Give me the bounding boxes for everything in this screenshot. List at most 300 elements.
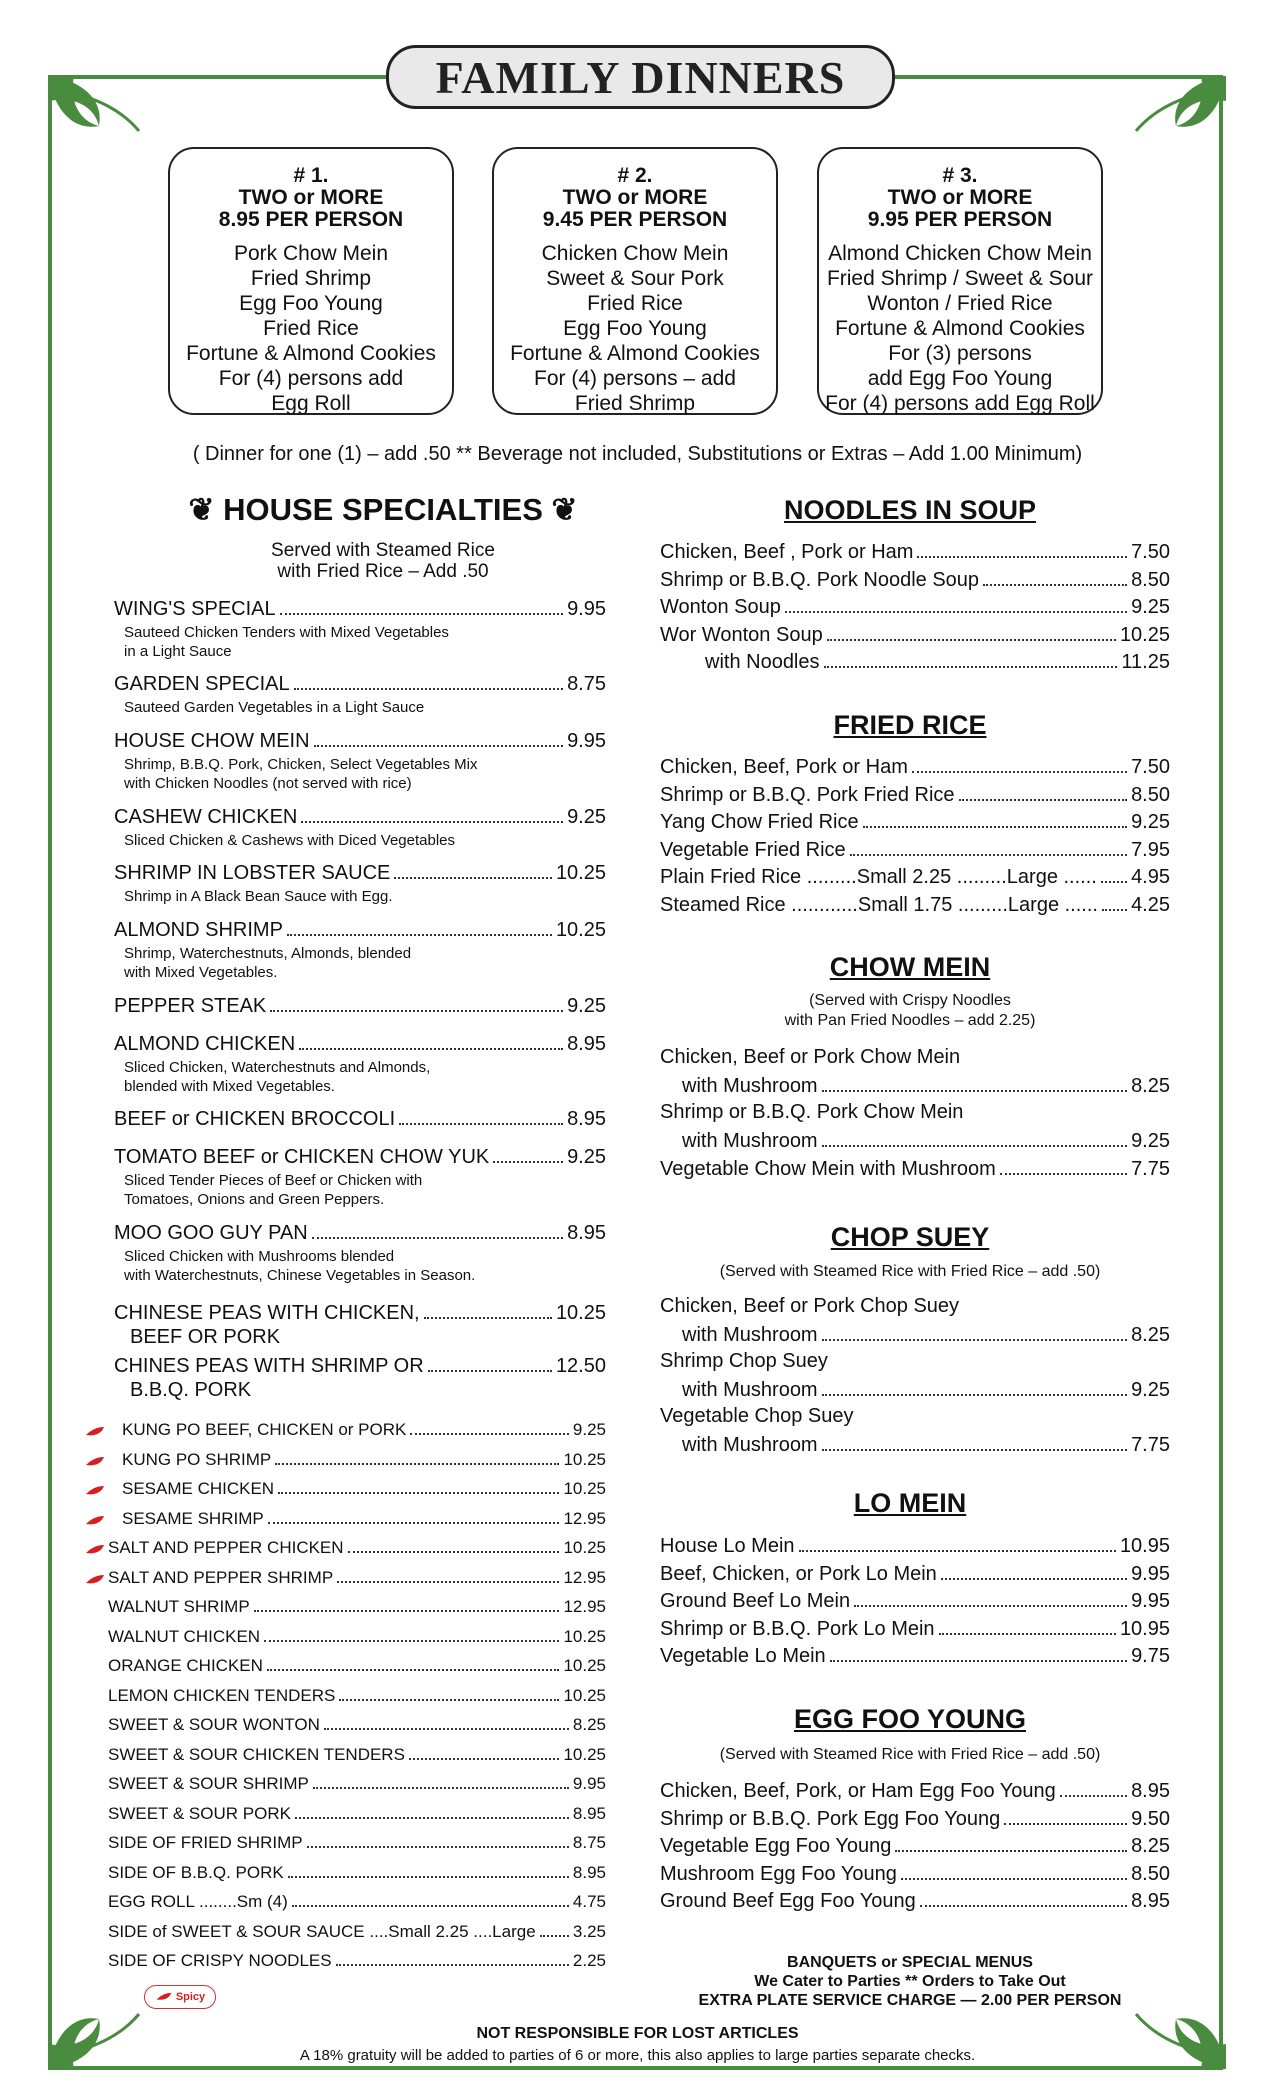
menu-item-price: 8.50	[1131, 783, 1170, 806]
menu-item-name: SWEET & SOUR CHICKEN TENDERS	[108, 1744, 405, 1764]
menu-item-price: 7.50	[1131, 756, 1170, 778]
dot-leader	[292, 1905, 569, 1907]
dot-leader	[410, 1433, 569, 1435]
menu-item-name: Shrimp Chop Suey	[660, 1350, 828, 1372]
menu-item-price: 10.25	[563, 1744, 606, 1764]
family-box-item: For (4) persons add	[218, 367, 404, 390]
chili-icon	[84, 1455, 106, 1469]
menu-item	[114, 862, 606, 885]
menu-item-price: 9.25	[1131, 596, 1170, 618]
menu-item-price: 9.25	[567, 806, 606, 828]
menu-item-description: Sliced Chicken with Mushrooms blended	[124, 1248, 395, 1265]
dot-leader	[1101, 881, 1127, 883]
menu-item	[108, 1656, 606, 1676]
dot-leader	[920, 1905, 1127, 1907]
menu-item-description: with Waterchestnuts, Chinese Vegetables in Season.	[124, 1267, 476, 1284]
menu-item	[660, 1618, 1170, 1641]
menu-item-price: 10.25	[563, 1626, 606, 1646]
dot-leader	[1000, 1173, 1127, 1175]
menu-item	[108, 1745, 606, 1765]
dot-leader	[254, 1610, 560, 1612]
spicy-legend: Spicy	[144, 1985, 216, 2009]
menu-item	[660, 624, 1170, 647]
menu-item	[108, 1951, 606, 1971]
menu-item-description: Tomatoes, Onions and Green Peppers.	[124, 1191, 385, 1208]
dot-leader	[822, 1090, 1127, 1092]
menu-item	[114, 1033, 606, 1056]
dot-leader	[336, 1964, 569, 1966]
menu-item-price: 9.95	[567, 730, 606, 752]
menu-item	[114, 1355, 606, 1378]
menu-item	[660, 811, 1170, 834]
menu-item-name: Shrimp or B.B.Q. Pork Egg Foo Young	[660, 1807, 1001, 1830]
menu-item-name: SALT AND PEPPER CHICKEN	[108, 1538, 344, 1557]
menu-item	[122, 1450, 606, 1470]
dot-leader	[1102, 909, 1127, 911]
menu-item-name: with Mushroom	[682, 1324, 818, 1346]
menu-item-price: 8.95	[1131, 1890, 1170, 1912]
family-box-heading: TWO or MORE	[887, 186, 1033, 209]
dot-leader	[264, 1640, 559, 1642]
menu-item-price: 4.75	[572, 1892, 606, 1911]
menu-item-price: 8.75	[567, 673, 606, 695]
dot-leader	[1004, 1823, 1127, 1825]
family-box-items	[494, 241, 776, 416]
menu-item	[660, 866, 1170, 889]
flourish-icon: ❦	[542, 492, 578, 527]
menu-item	[114, 730, 606, 753]
menu-item-name: HOUSE CHOW MEIN	[114, 730, 310, 752]
section-title: FRIED RICE	[833, 710, 987, 740]
menu-item-description: Sliced Chicken & Cashews with Diced Vegetables	[124, 832, 456, 849]
menu-item-price: 8.50	[1131, 568, 1170, 591]
dot-leader	[270, 1010, 563, 1012]
dot-leader	[301, 821, 563, 823]
menu-item-price: 10.25	[555, 1302, 606, 1324]
section-subtitle: (Served with Crispy Noodles	[809, 992, 1011, 1009]
section-subtitle: (Served with Steamed Rice with Fried Rice – add .50)	[719, 1263, 1101, 1280]
menu-item	[682, 1379, 1170, 1402]
family-box-item: For (4) persons – add	[534, 367, 736, 390]
menu-item-name: TOMATO BEEF or CHICKEN CHOW YUK	[114, 1146, 490, 1168]
dot-leader	[493, 1161, 563, 1163]
menu-item-price: 8.95	[567, 1222, 606, 1244]
menu-item-name: with Noodles	[705, 651, 820, 673]
menu-item-price: 9.50	[1131, 1807, 1170, 1830]
menu-item	[114, 598, 606, 621]
menu-item-price: 10.25	[555, 862, 606, 884]
family-box-item: Egg Foo Young	[239, 292, 383, 315]
menu-item-name: SIDE OF B.B.Q. PORK	[108, 1862, 284, 1882]
dot-leader	[339, 1699, 559, 1701]
menu-item	[122, 1479, 606, 1499]
chili-icon	[84, 1573, 106, 1587]
menu-item	[660, 894, 1170, 917]
dot-leader	[863, 826, 1127, 828]
chili-icon	[155, 1991, 173, 2003]
menu-item-name: Shrimp or B.B.Q. Pork Lo Mein	[660, 1617, 935, 1640]
section-title: NOODLES IN SOUP	[783, 495, 1037, 525]
menu-item-description: with Mixed Vegetables.	[124, 964, 278, 981]
menu-item	[660, 1563, 1170, 1586]
dot-leader	[830, 1660, 1127, 1662]
family-box-item: For (3) persons	[888, 342, 1032, 365]
menu-item-name: CHINES PEAS WITH SHRIMP OR	[114, 1355, 424, 1377]
dot-leader	[428, 1370, 552, 1372]
menu-item	[122, 1509, 606, 1529]
menu-item-price: 9.95	[567, 598, 606, 620]
dot-leader	[313, 1787, 569, 1789]
dot-leader	[267, 1669, 560, 1671]
menu-item-name: with Mushroom	[682, 1379, 818, 1401]
menu-item-name: SESAME SHRIMP	[122, 1508, 264, 1528]
family-box-items	[170, 241, 452, 416]
menu-item-price: 12.95	[563, 1567, 606, 1587]
menu-item-name: Vegetable Lo Mein	[660, 1645, 826, 1667]
corner-ornament-icon	[44, 71, 154, 181]
menu-item-name: Chicken, Beef , Pork or Ham	[660, 541, 914, 563]
menu-item-price: 8.50	[1131, 1862, 1170, 1885]
menu-item	[108, 1715, 606, 1735]
menu-item	[682, 1075, 1170, 1098]
menu-item-name: SWEET & SOUR SHRIMP	[108, 1774, 309, 1793]
dot-leader	[307, 1846, 569, 1848]
menu-item-name: Wor Wonton Soup	[660, 623, 823, 646]
family-box-item: add Egg Foo Young	[867, 367, 1053, 390]
family-box-heading: 8.95 PER PERSON	[218, 208, 404, 231]
menu-item	[108, 1863, 606, 1883]
family-box-item: Fortune & Almond Cookies	[186, 342, 436, 365]
menu-item-name: Plain Fried Rice .........Small 2.25 .........Large ......	[660, 866, 1097, 888]
menu-item	[108, 1922, 606, 1942]
menu-item-name: Wonton Soup	[660, 596, 781, 618]
menu-item-name: ALMOND SHRIMP	[114, 919, 283, 941]
dot-leader	[941, 1578, 1127, 1580]
dot-leader	[348, 1551, 560, 1553]
menu-item-name: EGG ROLL ........Sm (4)	[108, 1892, 288, 1911]
section-subtitle: with Pan Fried Noodles – add 2.25)	[784, 1012, 1036, 1029]
dot-leader	[822, 1394, 1127, 1396]
menu-item	[114, 806, 606, 829]
dot-leader	[799, 1550, 1116, 1552]
family-dinner-box	[492, 147, 778, 415]
menu-item-price: 8.95	[567, 1033, 606, 1055]
menu-item-price: 7.50	[1131, 541, 1170, 563]
dot-leader	[912, 771, 1127, 773]
menu-item	[122, 1420, 606, 1440]
dot-leader	[983, 584, 1127, 586]
family-box-item: Sweet & Sour Pork	[546, 267, 724, 290]
dot-leader	[827, 639, 1116, 641]
family-box-item: Wonton / Fried Rice	[867, 292, 1053, 315]
dot-leader	[540, 1935, 569, 1937]
dot-leader	[288, 1876, 569, 1878]
menu-item-price: 8.25	[572, 1715, 606, 1734]
menu-item-price: 7.75	[1131, 1158, 1170, 1180]
chili-icon	[84, 1484, 106, 1498]
menu-item-name: Chicken, Beef or Pork Chow Mein	[660, 1046, 961, 1068]
menu-item-description: with Chicken Noodles (not served with rice)	[124, 775, 412, 792]
menu-item-name: SIDE OF FRIED SHRIMP	[108, 1833, 303, 1852]
family-box-heading: # 3.	[942, 164, 978, 187]
menu-item-price: 9.75	[1131, 1645, 1170, 1667]
family-box-items	[819, 241, 1101, 416]
dot-leader	[854, 1605, 1127, 1607]
menu-item	[108, 1538, 606, 1558]
page-title-text: FAMILY DINNERS	[435, 51, 846, 103]
menu-item	[660, 839, 1170, 862]
section-title: CHOW MEIN	[829, 952, 991, 982]
dot-leader	[424, 1317, 552, 1319]
menu-item-name: WALNUT CHICKEN	[108, 1626, 261, 1646]
menu-item-name: BEEF or CHICKEN BROCCOLI	[114, 1108, 396, 1130]
dot-leader	[299, 1048, 563, 1050]
menu-item-name: Vegetable Fried Rice	[660, 838, 846, 861]
dot-leader	[824, 666, 1118, 668]
menu-item-name: Chicken, Beef or Pork Chop Suey	[660, 1295, 960, 1317]
menu-item-price: 9.25	[572, 1420, 606, 1439]
menu-item-name: Ground Beef Lo Mein	[660, 1590, 851, 1612]
menu-item-name: MOO GOO GUY PAN	[114, 1222, 308, 1244]
menu-item	[108, 1774, 606, 1794]
dot-leader	[278, 1492, 559, 1494]
menu-item	[108, 1804, 606, 1824]
menu-item-price: 4.95	[1131, 866, 1170, 888]
menu-item-name: Mushroom Egg Foo Young	[660, 1862, 897, 1885]
menu-item-name: SWEET & SOUR PORK	[108, 1803, 291, 1823]
dot-leader	[939, 1633, 1116, 1635]
menu-item	[108, 1833, 606, 1853]
family-box-item: Almond Chicken Chow Mein	[828, 242, 1092, 265]
menu-item-name: KUNG PO SHRIMP	[122, 1449, 272, 1469]
menu-item-price: 3.25	[572, 1921, 606, 1941]
menu-item	[108, 1892, 606, 1912]
menu-item-price: 9.25	[567, 1146, 606, 1168]
menu-item	[660, 541, 1170, 564]
dot-leader	[399, 1123, 563, 1125]
menu-item	[114, 1146, 606, 1169]
menu-item-name: CASHEW CHICKEN	[114, 806, 298, 828]
dot-leader	[294, 688, 563, 690]
menu-item-name-cont: BEEF OR PORK	[130, 1326, 281, 1348]
menu-item-name: SIDE OF CRISPY NOODLES	[108, 1951, 332, 1970]
family-dinner-box	[168, 147, 454, 415]
menu-item-name: GARDEN SPECIAL	[114, 673, 290, 695]
family-box-item: Pork Chow Mein	[233, 242, 389, 265]
menu-item	[682, 1434, 1170, 1457]
banquet-info: BANQUETS or SPECIAL MENUS We Cater to Parties ** Orders to Take Out EXTRA PLATE SERVICE CHARGE — 2.00 PER PERSON	[698, 1954, 1122, 2009]
menu-item-price: 7.95	[1131, 838, 1170, 861]
menu-item-price: 8.95	[572, 1803, 606, 1823]
menu-item-price: 9.95	[572, 1774, 606, 1793]
dot-leader	[822, 1145, 1127, 1147]
menu-item-price: 4.25	[1131, 893, 1170, 916]
menu-item-name: SWEET & SOUR WONTON	[108, 1715, 320, 1734]
menu-item	[108, 1597, 606, 1617]
menu-item-price: 8.25	[1131, 1324, 1170, 1346]
menu-item	[114, 1302, 606, 1325]
corner-ornament-icon	[1121, 71, 1231, 181]
menu-item-description: Sliced Chicken, Waterchestnuts and Almonds,	[124, 1059, 431, 1076]
menu-item-name: Shrimp or B.B.Q. Pork Noodle Soup	[660, 568, 980, 591]
menu-item	[660, 756, 1170, 779]
family-box-item: Fried Shrimp	[574, 392, 696, 415]
menu-item-price: 10.95	[1119, 1535, 1170, 1557]
menu-item	[660, 569, 1170, 592]
family-box-heading: 9.45 PER PERSON	[542, 208, 728, 231]
dot-leader	[268, 1522, 560, 1524]
menu-item-price: 10.25	[563, 1479, 606, 1498]
dot-leader	[324, 1728, 569, 1730]
menu-item-price: 10.25	[555, 919, 606, 941]
family-dinner-box	[817, 147, 1103, 415]
menu-item-name: SESAME CHICKEN	[122, 1479, 275, 1498]
menu-item-name: SALT AND PEPPER SHRIMP	[108, 1567, 334, 1587]
menu-item-price: 10.25	[563, 1538, 606, 1557]
chili-icon	[84, 1543, 106, 1557]
menu-item-price: 9.25	[1131, 1130, 1170, 1152]
menu-item-name: Vegetable Egg Foo Young	[660, 1835, 892, 1857]
menu-item-name: PEPPER STEAK	[114, 995, 267, 1017]
family-box-heading: # 1.	[293, 164, 329, 187]
dot-leader	[850, 854, 1127, 856]
family-box-item: Fried Shrimp / Sweet & Sour	[826, 267, 1094, 290]
menu-item-description: Shrimp, B.B.Q. Pork, Chicken, Select Vegetables Mix	[124, 756, 478, 773]
menu-item-description: Sliced Tender Pieces of Beef or Chicken with	[124, 1172, 423, 1189]
menu-item-name: Steamed Rice ............Small 1.75 .........Large ......	[660, 893, 1098, 916]
family-box-item: For (4) persons add Egg Roll	[825, 392, 1095, 415]
family-box-heading: 9.95 PER PERSON	[867, 208, 1053, 231]
dot-leader	[337, 1581, 559, 1583]
dot-leader	[314, 745, 564, 747]
menu-item-name-cont: B.B.Q. PORK	[130, 1379, 252, 1401]
menu-item-price: 9.25	[1131, 1379, 1170, 1401]
menu-item-price: 10.95	[1119, 1617, 1170, 1640]
menu-item-price: 10.25	[1119, 623, 1170, 646]
menu-item-name: Ground Beef Egg Foo Young	[660, 1890, 916, 1912]
menu-item	[682, 1324, 1170, 1347]
menu-item	[114, 1108, 606, 1131]
menu-item-price: 12.95	[563, 1508, 606, 1528]
page-title	[386, 45, 895, 109]
menu-item-price: 8.75	[572, 1833, 606, 1852]
house-specialties-title: ❦ HOUSE SPECIALTIES ❦	[188, 492, 578, 527]
menu-item-price: 8.95	[572, 1862, 606, 1882]
menu-item-name: Yang Chow Fried Rice	[660, 811, 859, 833]
dot-leader	[409, 1758, 560, 1760]
dot-leader	[822, 1339, 1127, 1341]
family-box-item: Fortune & Almond Cookies	[510, 342, 760, 365]
menu-item-price: 2.25	[572, 1951, 606, 1970]
menu-item-name: with Mushroom	[682, 1075, 818, 1097]
section-title: EGG FOO YOUNG	[793, 1704, 1027, 1734]
menu-item	[682, 1130, 1170, 1153]
menu-item	[114, 673, 606, 696]
menu-item-name: LEMON CHICKEN TENDERS	[108, 1685, 336, 1705]
menu-item-price: 12.95	[563, 1597, 606, 1616]
family-box-item: Egg Roll	[271, 392, 351, 415]
menu-item-name: ORANGE CHICKEN	[108, 1656, 263, 1675]
menu-item	[660, 1890, 1170, 1913]
menu-item	[114, 1222, 606, 1245]
menu-item-price: 12.50	[555, 1355, 606, 1377]
menu-item	[108, 1568, 606, 1588]
dot-leader	[1060, 1795, 1127, 1797]
family-box-item: Fried Rice	[587, 292, 683, 315]
menu-item-price: 8.25	[1131, 1835, 1170, 1857]
menu-item-name: with Mushroom	[682, 1434, 818, 1456]
menu-item-description: Shrimp in A Black Bean Sauce with Egg.	[124, 888, 393, 905]
dot-leader	[394, 877, 552, 879]
chili-icon	[84, 1514, 106, 1528]
footer-lost-articles: NOT RESPONSIBLE FOR LOST ARTICLES	[476, 2025, 799, 2042]
dot-leader	[295, 1817, 569, 1819]
menu-item	[660, 1863, 1170, 1886]
menu-item-name: Beef, Chicken, or Pork Lo Mein	[660, 1562, 937, 1585]
menu-item	[660, 1835, 1170, 1858]
menu-item	[660, 1808, 1170, 1831]
menu-item	[660, 1535, 1170, 1558]
menu-item-description: Sauteed Chicken Tenders with Mixed Vegetables	[124, 624, 449, 641]
dinner-note: ( Dinner for one (1) – add .50 ** Beverage not included, Substitutions or Extras – Add 1.00 Minimum)	[192, 443, 1083, 465]
flourish-icon: ❦	[188, 492, 224, 527]
menu-item	[108, 1627, 606, 1647]
menu-item-price: 11.25	[1121, 651, 1170, 673]
section-title: CHOP SUEY	[830, 1222, 990, 1252]
dot-leader	[917, 556, 1127, 558]
family-box-item: Fried Shrimp	[250, 267, 372, 290]
menu-item-name: CHINESE PEAS WITH CHICKEN,	[114, 1302, 420, 1324]
dot-leader	[901, 1878, 1127, 1880]
menu-item	[660, 1780, 1170, 1803]
section-subtitle: (Served with Steamed Rice with Fried Rice – add .50)	[719, 1746, 1101, 1763]
menu-item-name: Vegetable Chop Suey	[660, 1405, 854, 1427]
menu-item-price: 10.25	[563, 1656, 606, 1675]
family-box-heading: TWO or MORE	[562, 186, 708, 209]
dot-leader	[959, 799, 1128, 801]
dot-leader	[895, 1850, 1127, 1852]
menu-item-price: 9.95	[1131, 1590, 1170, 1612]
menu-item-price: 10.25	[563, 1449, 606, 1469]
menu-item	[114, 919, 606, 942]
menu-item	[660, 596, 1170, 619]
dot-leader	[280, 613, 563, 615]
menu-item-price: 8.95	[567, 1108, 606, 1130]
menu-item-name: House Lo Mein	[660, 1535, 795, 1557]
menu-item-price: 10.25	[563, 1685, 606, 1705]
dot-leader	[822, 1449, 1127, 1451]
menu-item	[705, 651, 1170, 674]
family-box-item: Fried Rice	[263, 317, 359, 340]
family-box-heading: TWO or MORE	[238, 186, 384, 209]
menu-item-name: with Mushroom	[682, 1130, 818, 1152]
menu-item-name: Shrimp or B.B.Q. Pork Fried Rice	[660, 783, 955, 806]
menu-item-price: 9.95	[1131, 1562, 1170, 1585]
menu-item-name: WING'S SPECIAL	[114, 598, 276, 620]
menu-item-description: Shrimp, Waterchestnuts, Almonds, blended	[124, 945, 412, 962]
menu-item-description: in a Light Sauce	[124, 643, 232, 660]
menu-item-name: Shrimp or B.B.Q. Pork Chow Mein	[660, 1101, 964, 1123]
family-box-item: Fortune & Almond Cookies	[835, 317, 1085, 340]
menu-item-name: ALMOND CHICKEN	[114, 1033, 296, 1055]
menu-item-description: blended with Mixed Vegetables.	[124, 1078, 335, 1095]
dot-leader	[287, 934, 552, 936]
menu-item-name: Chicken, Beef, Pork, or Ham Egg Foo Young	[660, 1780, 1056, 1802]
menu-item	[660, 1158, 1170, 1181]
menu-item-name: KUNG PO BEEF, CHICKEN or PORK	[122, 1420, 407, 1439]
family-box-item: Egg Foo Young	[563, 317, 707, 340]
menu-item-name: Vegetable Chow Mein with Mushroom	[660, 1158, 996, 1180]
